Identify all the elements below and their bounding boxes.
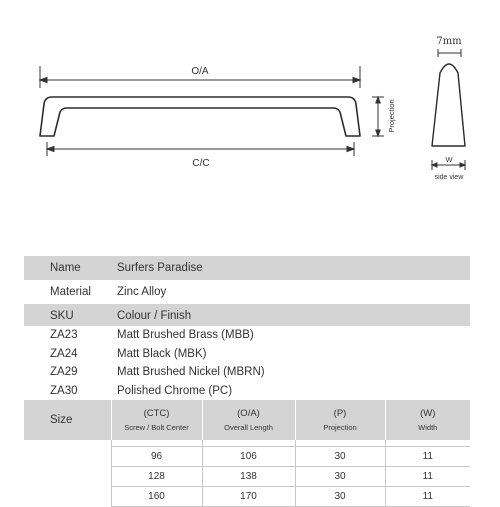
material-row [24,280,470,305]
sku-label: SKU [24,305,111,326]
sku-code: ZA24 [50,347,78,360]
technical-drawing [0,0,500,250]
sku-code: ZA29 [50,366,78,379]
size-label: Size [24,400,111,440]
cell-p: 30 [295,487,385,507]
column-code: (CTC) [143,408,170,419]
column-code: (P) [333,408,347,419]
name-row [24,256,470,280]
finish-label: Colour / Finish [111,305,470,326]
column-desc: Width [418,423,438,432]
cell-oa: 138 [202,467,295,487]
cell-ctc: 128 [111,467,202,487]
column-desc: Screw / Bolt Center [124,423,189,432]
cell-w: 11 [385,467,470,487]
sku-row [24,345,470,364]
cell-w: 11 [385,487,470,507]
w-label: W [445,155,453,164]
table-row [24,467,470,487]
cell-oa: 170 [202,487,295,507]
thickness-dimension-line [438,49,461,57]
column-header-ctc [111,400,202,440]
cc-label: C/C [192,158,210,169]
cell-oa: 106 [202,447,295,467]
oa-label: O/A [191,66,209,77]
sku-code: ZA23 [50,329,78,342]
name-value: Surfers Paradise [111,256,470,280]
handle-side-profile [432,64,465,146]
spec-table [24,256,470,507]
cell-ctc: 160 [111,487,202,507]
column-header-p [295,400,385,440]
table-row [24,447,470,467]
cell-w: 11 [385,447,470,467]
column-header-oa [202,400,295,440]
material-value: Zinc Alloy [111,280,470,305]
handle-front-profile [40,97,360,136]
cell-p: 30 [295,447,385,467]
cell-ctc: 96 [111,447,202,467]
sku-header-row [24,305,470,326]
sku-row [24,382,470,401]
name-label: Name [24,256,111,280]
thickness-label: 7mm [436,36,462,47]
material-label: Material [24,280,111,305]
sku-row [24,363,470,382]
sku-code: ZA30 [50,384,78,397]
cell-p: 30 [295,467,385,487]
size-header-row [24,400,470,440]
column-code: (W) [420,408,436,419]
column-desc: Overall Length [224,423,273,432]
cc-dimension-line [47,142,354,156]
sku-row [24,326,470,345]
column-code: (O/A) [237,408,260,419]
sku-finish: Matt Brushed Nickel (MBRN) [117,366,265,379]
table-row [24,487,470,507]
projection-dimension-line [372,97,384,136]
column-desc: Projection [323,423,357,432]
sku-finish: Matt Black (MBK) [117,347,207,360]
sku-finish: Polished Chrome (PC) [117,384,233,397]
column-header-w [385,400,470,440]
projection-label: Projection [387,99,396,133]
side-view-label: side view [434,174,464,181]
sku-finish: Matt Brushed Brass (MBB) [117,329,254,342]
